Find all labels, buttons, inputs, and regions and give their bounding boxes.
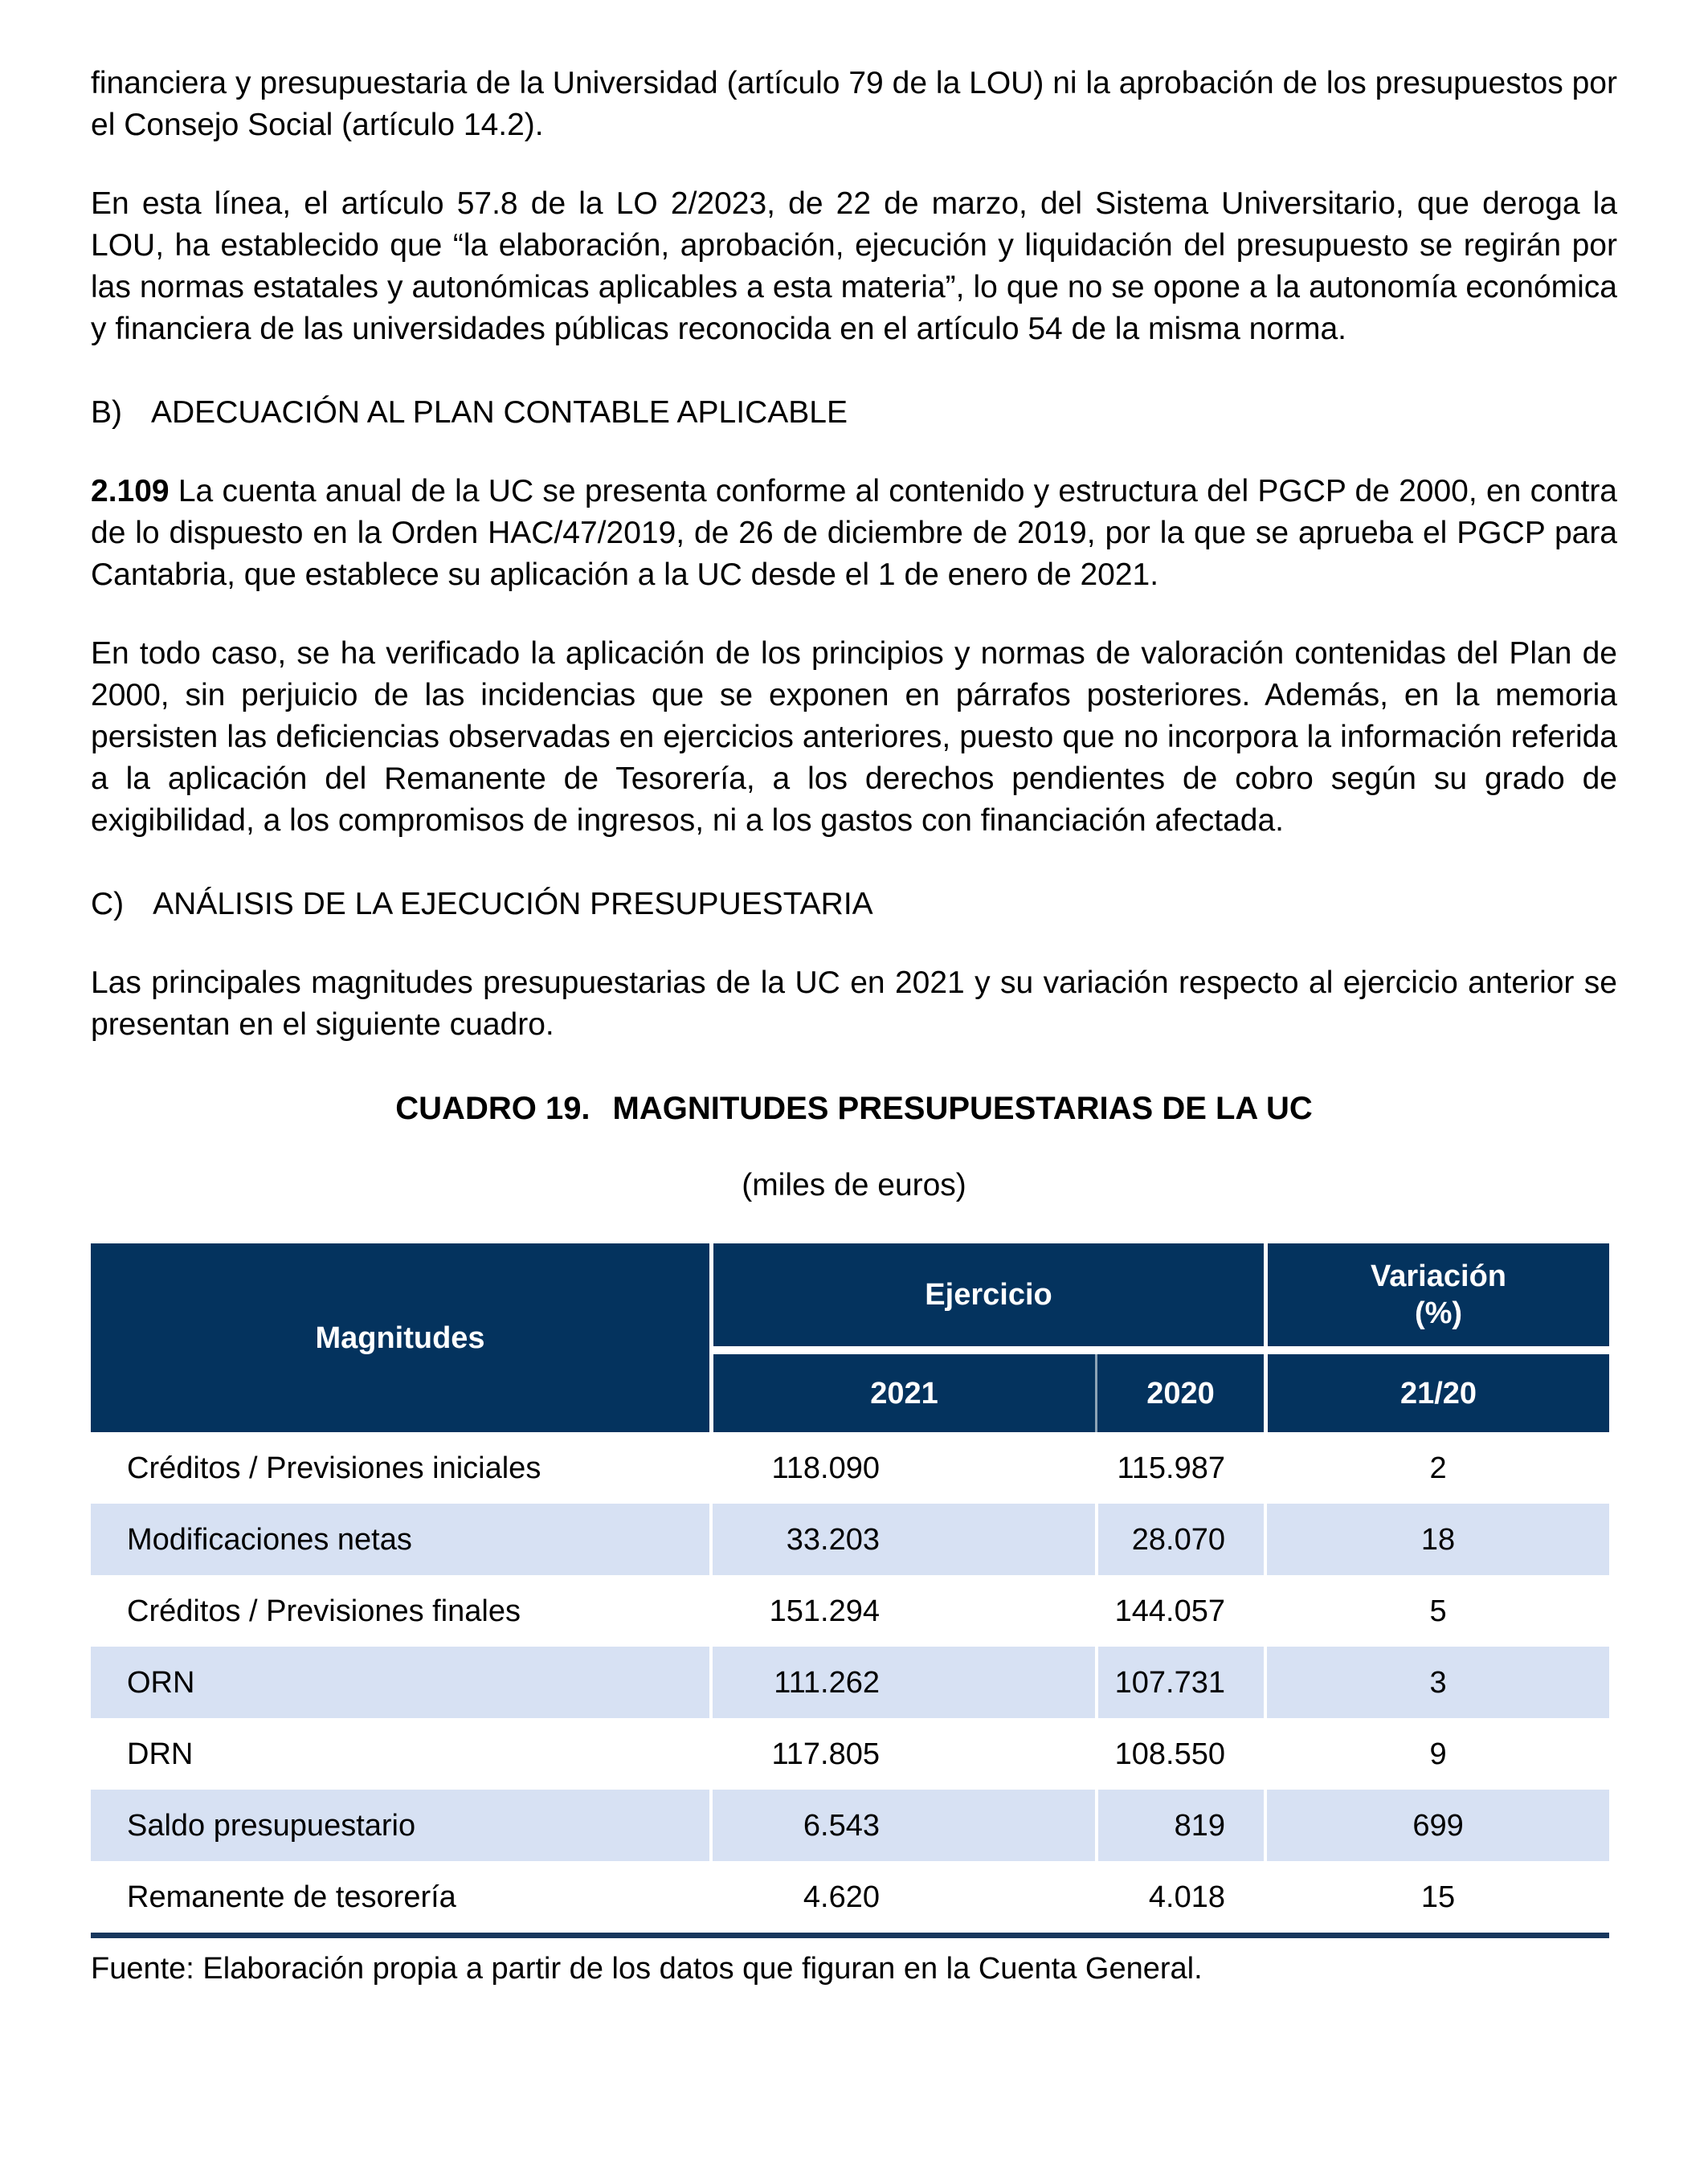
value-2021: 151.294	[709, 1575, 1095, 1647]
value-2021: 117.805	[709, 1718, 1095, 1790]
table-header-row-1	[91, 1243, 1609, 1354]
table-row	[91, 1647, 1609, 1718]
value-2021: 118.090	[709, 1432, 1095, 1504]
paragraph-2109-text: La cuenta anual de la UC se presenta conforme al contenido y estructura del PGCP de 2000, en contra de lo dispuesto en la Orden HAC/47/2019, de 26 de diciembre de 2019, por la que se aprueba el PGCP para Cantabria, que establece su aplicación a la UC desde el 1 de enero de 2021.	[91, 474, 1617, 592]
value-2021: 33.203	[709, 1504, 1095, 1575]
table-units-note: (miles de euros)	[742, 1168, 966, 1202]
paragraph-en-esta-linea: En esta línea, el artículo 57.8 de la LO 2/2023, de 22 de marzo, del Sistema Universitario, que deroga la LOU, ha establecido que “la elaboración, aprobación, ejecución y liquidación del presupuesto se regirán por las normas estatales y autonómicas aplicables a esta materia”, lo que no se opone a la autonomía económica y financiera de las universidades públicas reconocida en el artículo 54 de la misma norma.	[91, 186, 1617, 346]
row-label: Créditos / Previsiones finales	[91, 1575, 709, 1647]
value-variacion: 699	[1264, 1790, 1609, 1861]
value-2020: 4.018	[1095, 1861, 1264, 1933]
table-row	[91, 1861, 1609, 1933]
table-row	[91, 1504, 1609, 1575]
table-source-note: Fuente: Elaboración propia a partir de los datos que figuran en la Cuenta General.	[91, 1952, 1203, 1986]
table-row	[91, 1790, 1609, 1861]
row-label: Créditos / Previsiones iniciales	[91, 1432, 709, 1504]
value-variacion: 3	[1264, 1647, 1609, 1718]
table-row	[91, 1432, 1609, 1504]
row-label: ORN	[91, 1647, 709, 1718]
value-2020: 115.987	[1095, 1432, 1264, 1504]
paragraph-las-principales: Las principales magnitudes presupuestarias de la UC en 2021 y su variación respecto al ejercicio anterior se presentan en el siguiente cuadro.	[91, 965, 1617, 1042]
table-bottom-border	[91, 1933, 1609, 1938]
heading-c-letter: C)	[91, 887, 125, 921]
value-2021: 4.620	[709, 1861, 1095, 1933]
paragraph-financiera: financiera y presupuestaria de la Universidad (artículo 79 de la LOU) ni la aprobación de los presupuestos por el Consejo Social (artículo 14.2).	[91, 66, 1617, 142]
value-2021: 111.262	[709, 1647, 1095, 1718]
heading-c-text: ANÁLISIS DE LA EJECUCIÓN PRESUPUESTARIA	[153, 887, 873, 921]
heading-b-letter: B)	[91, 395, 122, 430]
paragraph-2109	[91, 471, 1617, 596]
row-label: Remanente de tesorería	[91, 1861, 709, 1933]
value-variacion: 18	[1264, 1504, 1609, 1575]
value-variacion: 9	[1264, 1718, 1609, 1790]
paragraph-2109-number: 2.109	[91, 474, 170, 508]
heading-b-text: ADECUACIÓN AL PLAN CONTABLE APLICABLE	[151, 395, 848, 430]
row-label: Modificaciones netas	[91, 1504, 709, 1575]
value-2020: 144.057	[1095, 1575, 1264, 1647]
value-2020: 28.070	[1095, 1504, 1264, 1575]
table-title-number: CUADRO 19.	[395, 1091, 590, 1126]
row-label: DRN	[91, 1718, 709, 1790]
table-title	[91, 1088, 1617, 1129]
heading-c	[91, 884, 1617, 925]
header-cell-2021: 2021	[709, 1354, 1095, 1432]
heading-b	[91, 392, 1617, 434]
header-cell-21-20: 21/20	[1264, 1354, 1609, 1432]
header-cell-ejercicio: Ejercicio	[709, 1243, 1264, 1354]
value-2020: 107.731	[1095, 1647, 1264, 1718]
header-cell-variacion-line2: (%)	[1414, 1296, 1463, 1330]
value-variacion: 5	[1264, 1575, 1609, 1647]
header-cell-variacion-line1: Variación	[1371, 1259, 1506, 1293]
header-cell-magnitudes: Magnitudes	[91, 1243, 709, 1432]
value-2021: 6.543	[709, 1790, 1095, 1861]
value-variacion: 15	[1264, 1861, 1609, 1933]
table-row	[91, 1575, 1609, 1647]
table-row	[91, 1718, 1609, 1790]
value-variacion: 2	[1264, 1432, 1609, 1504]
table-title-text: MAGNITUDES PRESUPUESTARIAS DE LA UC	[612, 1091, 1313, 1126]
magnitudes-table	[91, 1243, 1609, 1933]
value-2020: 819	[1095, 1790, 1264, 1861]
value-2020: 108.550	[1095, 1718, 1264, 1790]
header-cell-2020: 2020	[1095, 1354, 1264, 1432]
header-cell-variacion	[1264, 1243, 1609, 1354]
row-label: Saldo presupuestario	[91, 1790, 709, 1861]
paragraph-en-todo-caso: En todo caso, se ha verificado la aplicación de los principios y normas de valoración contenidas del Plan de 2000, sin perjuicio de las incidencias que se exponen en párrafos posteriores. Además, en la memoria persisten las deficiencias observadas en ejercicios anteriores, puesto que no incorpora la información referida a la aplicación del Remanente de Tesorería, a los derechos pendientes de cobro según su grado de exigibilidad, a los compromisos de ingresos, ni a los gastos con financiación afectada.	[91, 636, 1617, 838]
